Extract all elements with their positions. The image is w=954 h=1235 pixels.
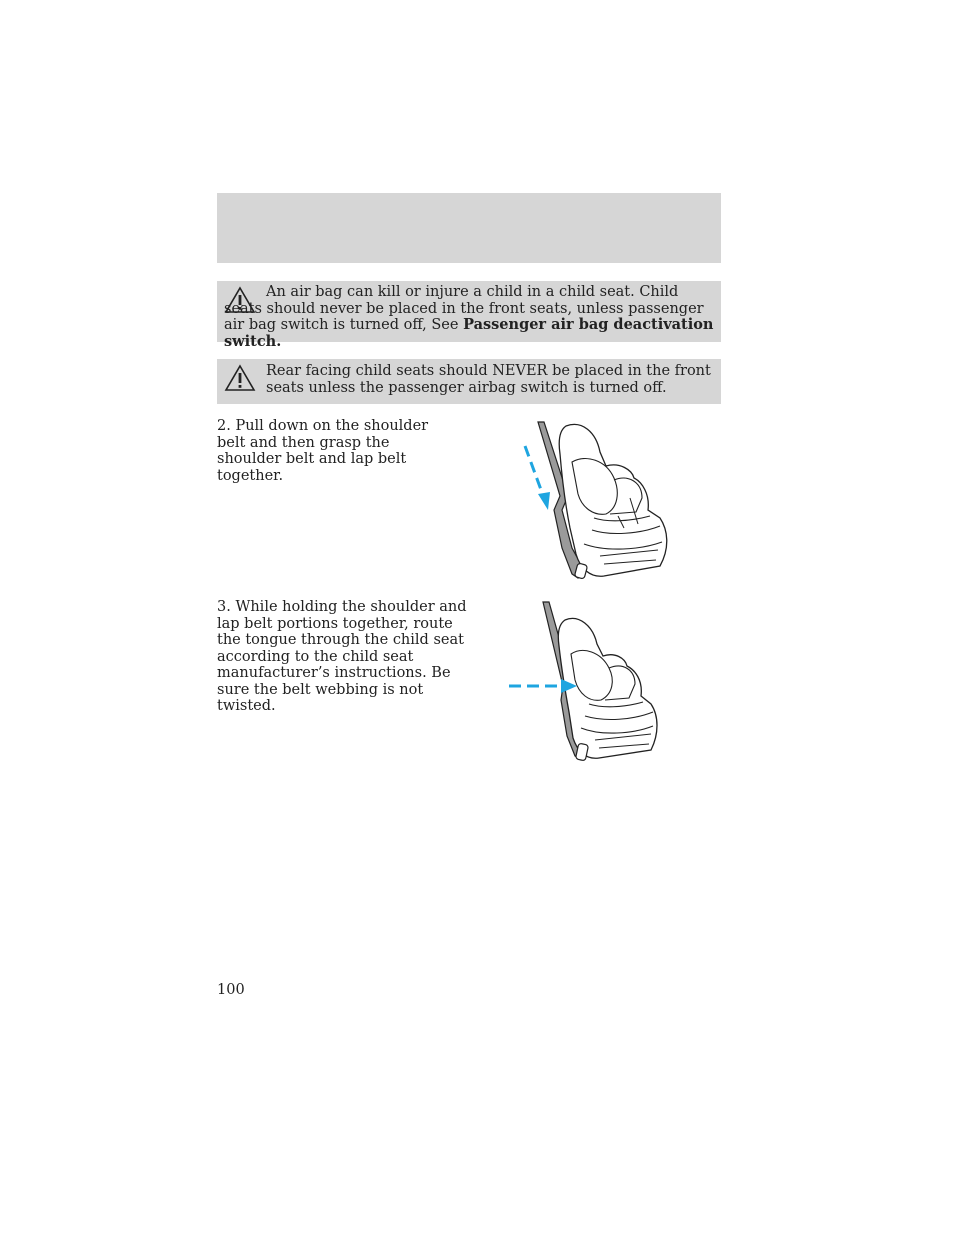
warning-triangle-icon bbox=[224, 364, 256, 392]
child-seat-pull-belt-illustration bbox=[510, 418, 690, 584]
warning-bold-reference: Passenger air bag deactivation switch. bbox=[224, 316, 714, 350]
step-3-text: 3. While holding the shoulder and lap belt portions together, route the tongue through the child seat according to the child seat manufacturer’s instructions. Be sure the belt webbing is not twisted. bbox=[217, 599, 467, 714]
warning-box-rear-facing bbox=[217, 359, 721, 404]
warning-text: Rear facing child seats should NEVER be placed in the front seats unless the passenger airbag switch is turned off. bbox=[266, 363, 711, 396]
warning-box-airbag bbox=[217, 281, 721, 350]
header-band bbox=[217, 193, 721, 263]
step-2-text: 2. Pull down on the shoulder belt and then grasp the shoulder belt and lap belt together. bbox=[217, 418, 429, 484]
child-seat-route-tongue-illustration bbox=[505, 600, 685, 766]
warning-text: An air bag can kill or injure a child in a child seat. Child seats should never be placed in the front seats, unless passenger air bag switch is turned off, See Passenger air bag deactivation switch. bbox=[224, 284, 714, 350]
page-number: 100 bbox=[217, 982, 245, 998]
